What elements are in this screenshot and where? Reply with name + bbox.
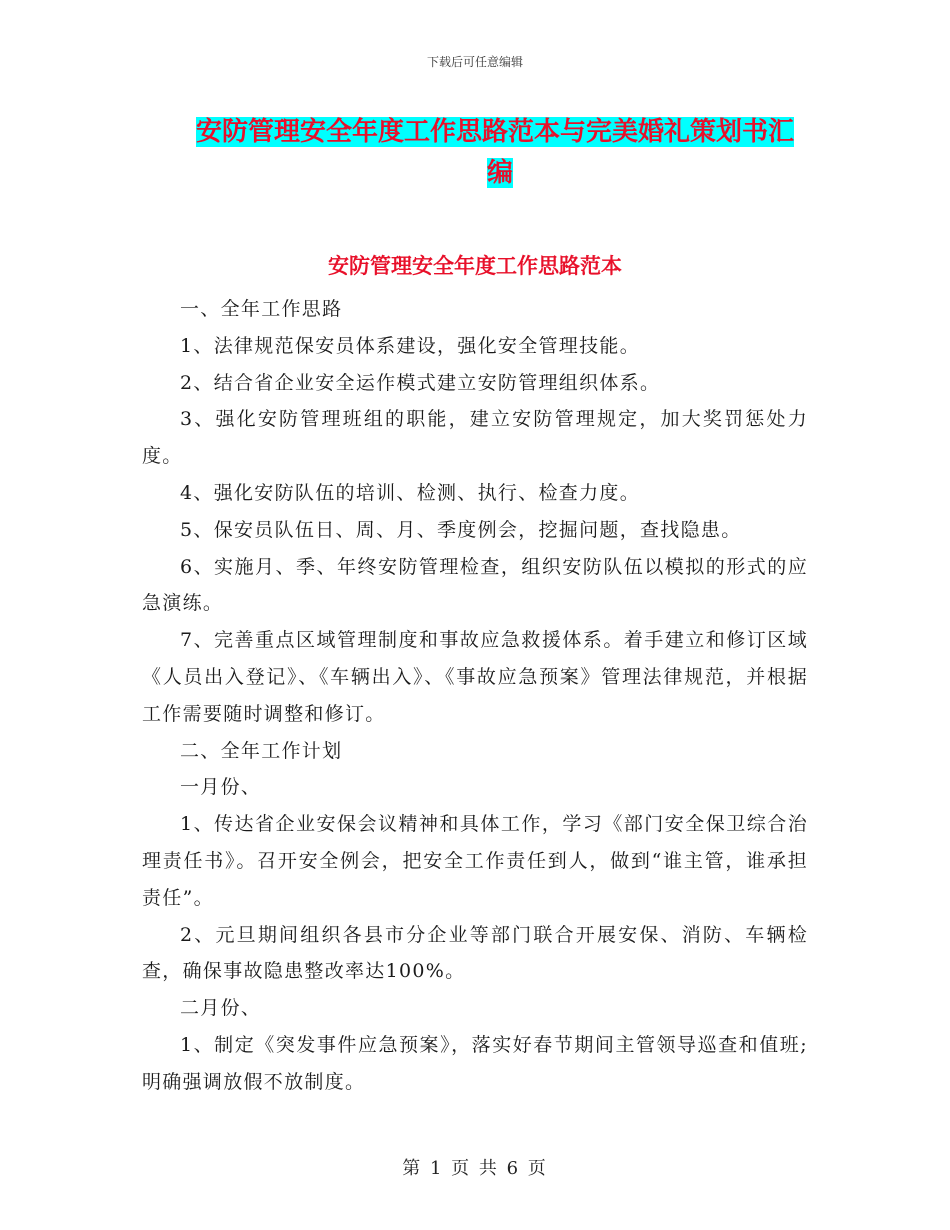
document-title-line2: 编 xyxy=(486,158,513,188)
paragraph: 2、结合省企业安全运作模式建立安防管理组织体系。 xyxy=(180,371,661,394)
paragraph: 一、全年工作思路 xyxy=(180,298,343,320)
paragraph: 二月份、 xyxy=(180,997,262,1020)
page-header-note: 下载后可任意编辑 xyxy=(426,55,523,69)
paragraph: 1、法律规范保安员体系建设，强化安全管理技能。 xyxy=(180,334,640,357)
paragraph: 3、强化安防管理班组的职能，建立安防管理规定，加大奖罚惩处力度。 xyxy=(142,408,808,468)
paragraph: 7、完善重点区域管理制度和事故应急救援体系。着手建立和修订区域《人员出入登记》、《车辆出入》、《事故应急预案》管理法律规范，并根据工作需要随时调整和修订。 xyxy=(142,629,808,725)
paragraph: 二、全年工作计划 xyxy=(180,739,343,762)
paragraph: 1、制定《突发事件应急预案》，落实好春节期间主管领导巡查和值班;明确强调放假不放制度。 xyxy=(142,1033,808,1093)
section-title: 安防管理安全年度工作思路范本 xyxy=(328,254,622,278)
document-body xyxy=(142,291,808,1101)
paragraph: 4、强化安防队伍的培训、检测、执行、检查力度。 xyxy=(180,481,640,504)
paragraph: 一月份、 xyxy=(180,776,262,799)
page-number-footer: 第 1 页 共 6 页 xyxy=(402,1158,548,1179)
paragraph: 1、传达省企业安保会议精神和具体工作，学习《部门安全保卫综合治理责任书》。召开安全例会，把安全工作责任到人，做到“谁主管，谁承担责任”。 xyxy=(142,813,808,909)
paragraph: 6、实施月、季、年终安防管理检查，组织安防队伍以模拟的形式的应急演练。 xyxy=(142,555,808,615)
paragraph: 5、保安员队伍日、周、月、季度例会，挖掘问题，查找隐患。 xyxy=(180,518,742,541)
paragraph: 2、元旦期间组织各县市分企业等部门联合开展安保、消防、车辆检查，确保事故隐患整改率达100%。 xyxy=(142,923,808,983)
document-title xyxy=(190,112,810,194)
document-title-line1: 安防管理安全年度工作思路范本与完美婚礼策划书汇 xyxy=(196,117,795,147)
